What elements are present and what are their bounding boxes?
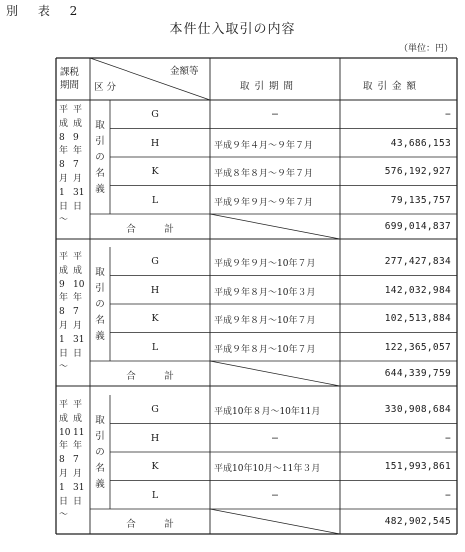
row-amount: 576,192,927 bbox=[384, 166, 451, 177]
row-period: 平成８年８月〜９年７月 bbox=[214, 169, 314, 179]
row-amount: 43,686,153 bbox=[390, 137, 451, 149]
row-amount: 142,032,984 bbox=[384, 284, 451, 296]
row-period: 平成10年８月〜10年11月 bbox=[214, 407, 321, 417]
row-amount: − bbox=[444, 432, 451, 444]
row-period: 平成９年９月〜10年７月 bbox=[214, 259, 316, 269]
row-period: 平成９年４月〜９年７月 bbox=[214, 140, 314, 151]
row-period: 平成９年８月〜10年３月 bbox=[214, 287, 316, 298]
period-col-2: 平 成 9 年 7 月 31 日 bbox=[73, 105, 85, 212]
row-amount: 122,365,057 bbox=[384, 341, 451, 353]
row-period: 平成９年８月〜10年７月 bbox=[214, 316, 316, 326]
row-amount: 277,427,834 bbox=[384, 256, 451, 267]
row-amount: 151,993,861 bbox=[384, 461, 451, 472]
period-col-2: 平 成 10 年 7 月 31 日 bbox=[73, 252, 85, 359]
row-name: G bbox=[151, 404, 159, 415]
group-label-meigi: 取引の名義 bbox=[95, 415, 105, 490]
page-title: 本件仕入取引の内容 bbox=[169, 22, 296, 37]
header-kazei: 課税期間 bbox=[60, 67, 80, 91]
total-label: 合 計 bbox=[126, 371, 174, 382]
row-name: L bbox=[151, 194, 159, 206]
period-col-1: 平 成 9 年 8 月 1 日 〜 bbox=[59, 252, 69, 373]
header-kubun: 区 分 bbox=[94, 82, 117, 93]
period-col-1: 平 成 10 年 8 月 1 日 〜 bbox=[59, 400, 71, 521]
group-label-meigi: 取引の名義 bbox=[95, 267, 105, 342]
row-period: 平成９年９月〜９年７月 bbox=[214, 197, 314, 208]
row-name: G bbox=[151, 109, 159, 120]
period-col-2: 平 成 11 年 7 月 31 日 bbox=[73, 400, 85, 507]
row-name: K bbox=[151, 461, 159, 472]
row-name: H bbox=[150, 137, 160, 149]
row-amount: 330,908,684 bbox=[384, 404, 451, 415]
row-amount: 102,513,884 bbox=[384, 313, 451, 324]
row-amount: − bbox=[444, 109, 451, 120]
total-amount: 644,339,759 bbox=[384, 368, 451, 379]
total-label: 合 計 bbox=[126, 224, 174, 235]
total-amount: 699,014,837 bbox=[384, 221, 451, 232]
row-name: K bbox=[151, 166, 159, 177]
header-torihiki-kingaku: 取 引 金 額 bbox=[363, 81, 418, 92]
header-kingaku: 金額等 bbox=[170, 66, 199, 77]
row-amount: 79,135,757 bbox=[390, 194, 451, 206]
row-name: H bbox=[150, 432, 160, 444]
period-dash: − bbox=[271, 109, 279, 120]
header-torihiki-kikan: 取 引 期 間 bbox=[240, 81, 295, 92]
period-dash: − bbox=[271, 489, 279, 501]
total-label: 合 計 bbox=[126, 519, 174, 530]
period-dash: − bbox=[271, 432, 279, 444]
row-name: G bbox=[151, 256, 159, 267]
period-col-1: 平 成 8 年 8 月 1 日 〜 bbox=[59, 105, 69, 226]
row-amount: − bbox=[444, 489, 451, 501]
unit-label: （単位：円） bbox=[398, 44, 453, 54]
table-number: 別 表 2 bbox=[6, 4, 86, 18]
row-name: L bbox=[151, 489, 159, 501]
row-period: 平成９年８月〜10年７月 bbox=[214, 344, 316, 355]
group-label-meigi: 取引の名義 bbox=[95, 120, 105, 195]
row-name: L bbox=[151, 341, 159, 353]
row-name: H bbox=[150, 284, 160, 296]
row-name: K bbox=[151, 313, 159, 324]
row-period: 平成10年10月〜11年３月 bbox=[214, 464, 321, 474]
total-amount: 482,902,545 bbox=[384, 516, 451, 527]
